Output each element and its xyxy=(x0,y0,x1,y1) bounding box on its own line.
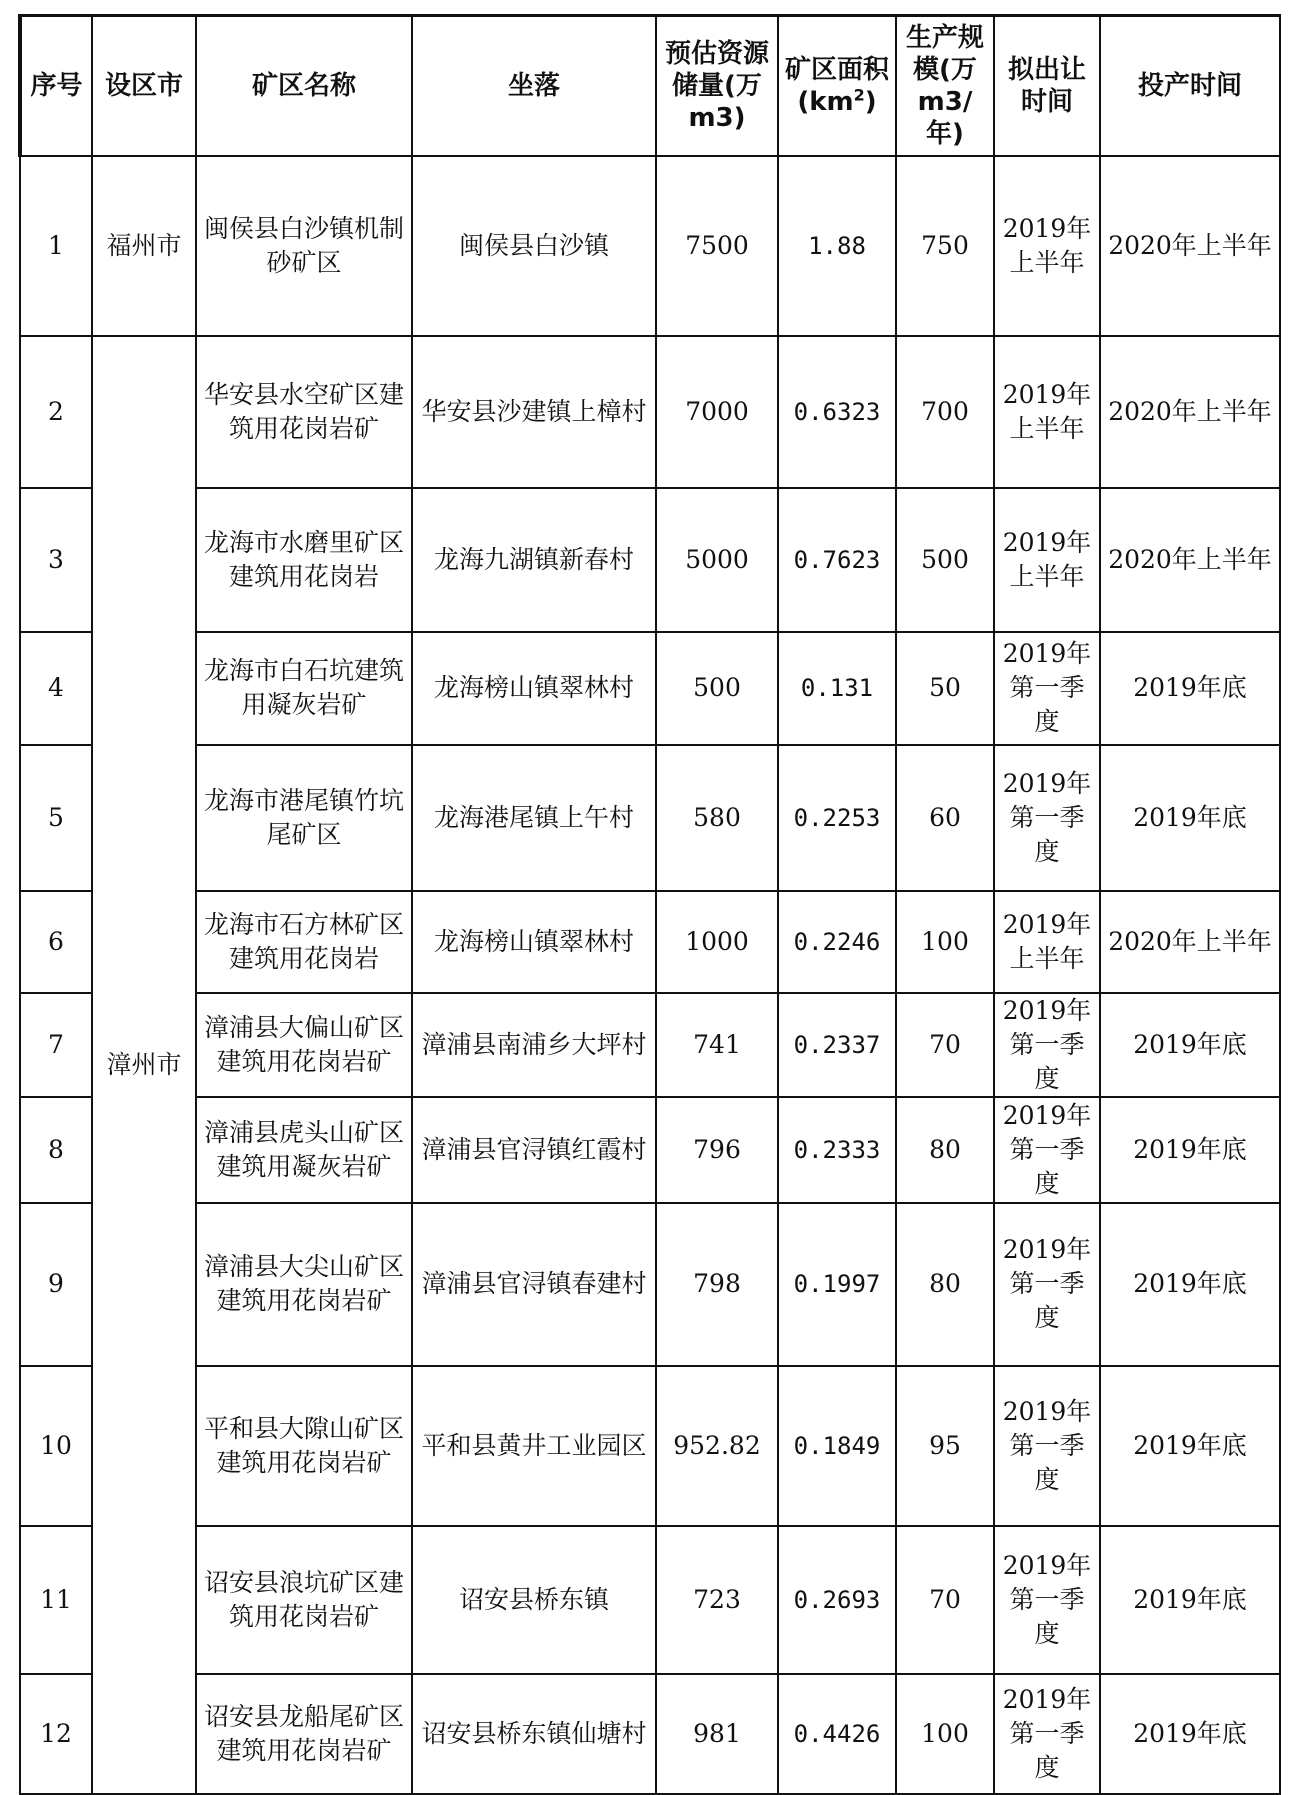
table-row xyxy=(20,488,1280,632)
table-row xyxy=(20,1526,1280,1674)
header-seq: 序号 xyxy=(20,16,92,156)
cell-production: 2019年底 xyxy=(1100,1097,1280,1203)
header-area-close: ) xyxy=(864,86,877,117)
cell-name: 龙海市水磨里矿区建筑用花岗岩 xyxy=(196,488,412,632)
cell-seq: 6 xyxy=(20,891,92,993)
cell-transfer: 2019年第一季度 xyxy=(994,745,1100,891)
cell-scale: 500 xyxy=(896,488,994,632)
cell-production: 2019年底 xyxy=(1100,1526,1280,1674)
cell-reserve: 7500 xyxy=(656,156,778,336)
cell-scale: 100 xyxy=(896,891,994,993)
cell-location: 诏安县桥东镇仙塘村 xyxy=(412,1674,656,1794)
mining-area-table-page xyxy=(18,14,1278,1782)
header-reserve: 预估资源储量(万m3) xyxy=(656,16,778,156)
cell-area: 0.2693 xyxy=(778,1526,896,1674)
cell-city-fuzhou: 福州市 xyxy=(92,156,196,336)
cell-reserve: 723 xyxy=(656,1526,778,1674)
cell-location: 漳浦县官浔镇红霞村 xyxy=(412,1097,656,1203)
cell-transfer: 2019年上半年 xyxy=(994,488,1100,632)
cell-reserve: 580 xyxy=(656,745,778,891)
cell-production: 2020年上半年 xyxy=(1100,488,1280,632)
cell-transfer: 2019年第一季度 xyxy=(994,1526,1100,1674)
cell-name: 龙海市白石坑建筑用凝灰岩矿 xyxy=(196,632,412,745)
cell-production: 2020年上半年 xyxy=(1100,336,1280,488)
cell-production: 2020年上半年 xyxy=(1100,891,1280,993)
table-row xyxy=(20,1674,1280,1794)
cell-production: 2020年上半年 xyxy=(1100,156,1280,336)
cell-reserve: 500 xyxy=(656,632,778,745)
header-name: 矿区名称 xyxy=(196,16,412,156)
cell-area: 0.2337 xyxy=(778,993,896,1097)
cell-name: 诏安县龙船尾矿区建筑用花岗岩矿 xyxy=(196,1674,412,1794)
cell-location: 龙海榜山镇翠林村 xyxy=(412,891,656,993)
cell-transfer: 2019年第一季度 xyxy=(994,1366,1100,1526)
table-row xyxy=(20,745,1280,891)
cell-seq: 11 xyxy=(20,1526,92,1674)
cell-scale: 700 xyxy=(896,336,994,488)
cell-location: 诏安县桥东镇 xyxy=(412,1526,656,1674)
cell-name: 漳浦县大偏山矿区建筑用花岗岩矿 xyxy=(196,993,412,1097)
cell-reserve: 741 xyxy=(656,993,778,1097)
cell-scale: 80 xyxy=(896,1097,994,1203)
header-area-sup: 2 xyxy=(853,85,865,105)
table-row xyxy=(20,1366,1280,1526)
cell-transfer: 2019年第一季度 xyxy=(994,1674,1100,1794)
cell-seq: 8 xyxy=(20,1097,92,1203)
cell-scale: 70 xyxy=(896,993,994,1097)
cell-production: 2019年底 xyxy=(1100,1366,1280,1526)
cell-location: 闽侯县白沙镇 xyxy=(412,156,656,336)
cell-location: 龙海九湖镇新春村 xyxy=(412,488,656,632)
cell-reserve: 798 xyxy=(656,1203,778,1366)
cell-city-zhangzhou: 漳州市 xyxy=(92,336,196,1794)
cell-reserve: 5000 xyxy=(656,488,778,632)
header-transfer: 拟出让时间 xyxy=(994,16,1100,156)
cell-transfer: 2019年第一季度 xyxy=(994,1097,1100,1203)
cell-seq: 12 xyxy=(20,1674,92,1794)
cell-scale: 100 xyxy=(896,1674,994,1794)
cell-production: 2019年底 xyxy=(1100,1674,1280,1794)
cell-location: 龙海港尾镇上午村 xyxy=(412,745,656,891)
cell-seq: 1 xyxy=(20,156,92,336)
cell-reserve: 7000 xyxy=(656,336,778,488)
cell-seq: 7 xyxy=(20,993,92,1097)
cell-name: 平和县大隙山矿区建筑用花岗岩矿 xyxy=(196,1366,412,1526)
cell-seq: 2 xyxy=(20,336,92,488)
table-row xyxy=(20,632,1280,745)
cell-area: 0.4426 xyxy=(778,1674,896,1794)
cell-name: 龙海市港尾镇竹坑尾矿区 xyxy=(196,745,412,891)
cell-name: 闽侯县白沙镇机制砂矿区 xyxy=(196,156,412,336)
header-scale: 生产规模(万m3/年) xyxy=(896,16,994,156)
cell-location: 平和县黄井工业园区 xyxy=(412,1366,656,1526)
cell-area: 0.2246 xyxy=(778,891,896,993)
cell-seq: 3 xyxy=(20,488,92,632)
cell-location: 漳浦县南浦乡大坪村 xyxy=(412,993,656,1097)
cell-location: 龙海榜山镇翠林村 xyxy=(412,632,656,745)
cell-area: 0.131 xyxy=(778,632,896,745)
cell-name: 漳浦县虎头山矿区建筑用凝灰岩矿 xyxy=(196,1097,412,1203)
cell-seq: 4 xyxy=(20,632,92,745)
cell-area: 1.88 xyxy=(778,156,896,336)
cell-scale: 50 xyxy=(896,632,994,745)
cell-transfer: 2019年上半年 xyxy=(994,891,1100,993)
cell-transfer: 2019年上半年 xyxy=(994,156,1100,336)
cell-seq: 9 xyxy=(20,1203,92,1366)
cell-seq: 5 xyxy=(20,745,92,891)
cell-reserve: 981 xyxy=(656,1674,778,1794)
cell-area: 0.6323 xyxy=(778,336,896,488)
table-row xyxy=(20,1203,1280,1366)
cell-area: 0.2253 xyxy=(778,745,896,891)
cell-transfer: 2019年第一季度 xyxy=(994,1203,1100,1366)
cell-name: 诏安县浪坑矿区建筑用花岗岩矿 xyxy=(196,1526,412,1674)
header-area xyxy=(778,16,896,156)
cell-scale: 80 xyxy=(896,1203,994,1366)
cell-scale: 95 xyxy=(896,1366,994,1526)
cell-reserve: 952.82 xyxy=(656,1366,778,1526)
cell-area: 0.1997 xyxy=(778,1203,896,1366)
table-row xyxy=(20,156,1280,336)
cell-name: 漳浦县大尖山矿区建筑用花岗岩矿 xyxy=(196,1203,412,1366)
cell-area: 0.7623 xyxy=(778,488,896,632)
cell-location: 漳浦县官浔镇春建村 xyxy=(412,1203,656,1366)
cell-scale: 70 xyxy=(896,1526,994,1674)
header-location: 坐落 xyxy=(412,16,656,156)
cell-name: 龙海市石方林矿区建筑用花岗岩 xyxy=(196,891,412,993)
table-row xyxy=(20,891,1280,993)
header-row xyxy=(20,16,1280,156)
cell-scale: 750 xyxy=(896,156,994,336)
cell-reserve: 796 xyxy=(656,1097,778,1203)
cell-location: 华安县沙建镇上樟村 xyxy=(412,336,656,488)
header-city: 设区市 xyxy=(92,16,196,156)
cell-name: 华安县水空矿区建筑用花岗岩矿 xyxy=(196,336,412,488)
mining-area-table xyxy=(18,14,1281,1795)
cell-transfer: 2019年第一季度 xyxy=(994,993,1100,1097)
table-row xyxy=(20,993,1280,1097)
cell-production: 2019年底 xyxy=(1100,745,1280,891)
header-production: 投产时间 xyxy=(1100,16,1280,156)
cell-transfer: 2019年第一季度 xyxy=(994,632,1100,745)
table-row xyxy=(20,336,1280,488)
cell-production: 2019年底 xyxy=(1100,1203,1280,1366)
cell-area: 0.1849 xyxy=(778,1366,896,1526)
cell-seq: 10 xyxy=(20,1366,92,1526)
cell-production: 2019年底 xyxy=(1100,632,1280,745)
cell-area: 0.2333 xyxy=(778,1097,896,1203)
table-row xyxy=(20,1097,1280,1203)
cell-transfer: 2019年上半年 xyxy=(994,336,1100,488)
header-area-text: 矿区面积(km xyxy=(785,54,890,117)
cell-reserve: 1000 xyxy=(656,891,778,993)
cell-production: 2019年底 xyxy=(1100,993,1280,1097)
cell-scale: 60 xyxy=(896,745,994,891)
